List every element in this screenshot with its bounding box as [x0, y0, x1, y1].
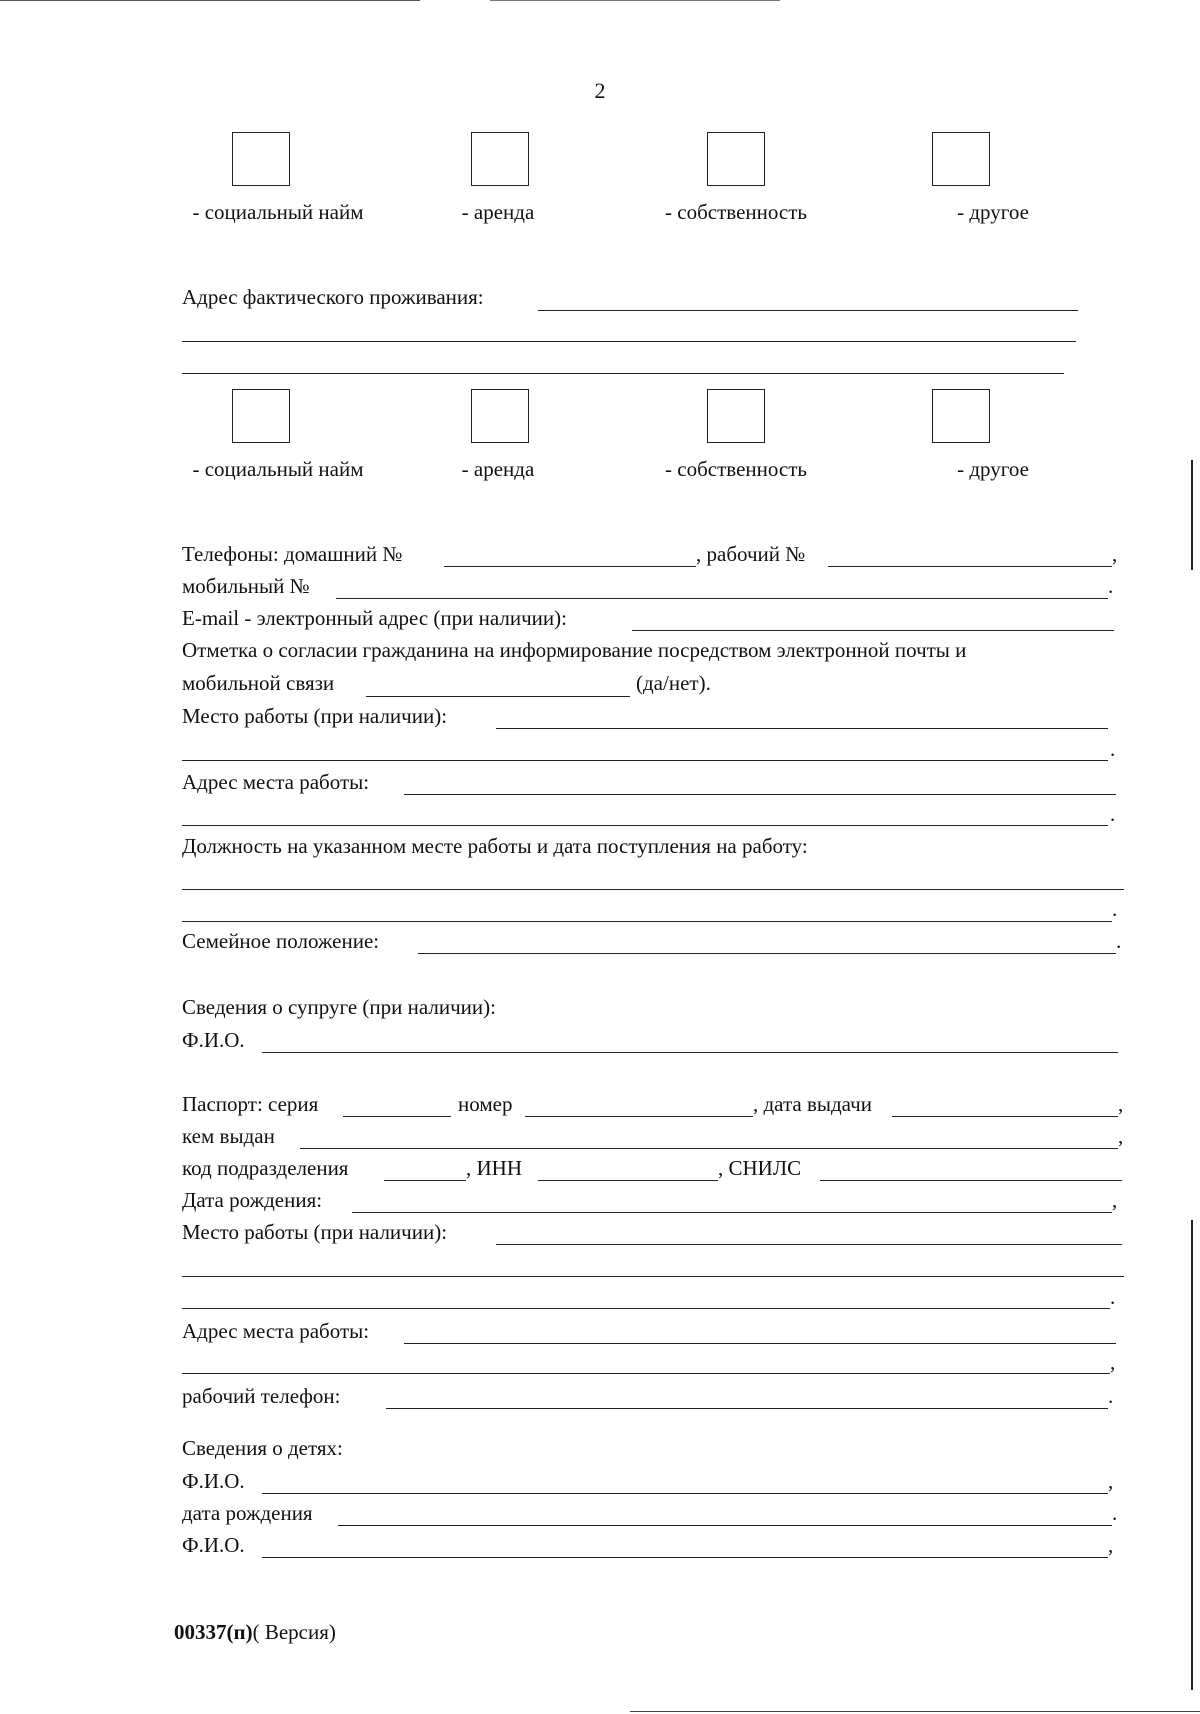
period: .	[1116, 929, 1122, 953]
child-birth-field[interactable]	[338, 1525, 1112, 1526]
scan-edge-top-right	[490, 0, 780, 1]
checkbox-ownership-2[interactable]	[707, 389, 765, 443]
work-address-field[interactable]	[404, 794, 1116, 795]
child-fio-field-2[interactable]	[262, 1557, 1108, 1558]
comma: ,	[1108, 1469, 1114, 1493]
comma: ,	[1118, 1124, 1124, 1148]
workplace-field-line2[interactable]	[182, 760, 1108, 761]
email-label: E-mail - электронный адрес (при наличии):	[182, 606, 567, 630]
snils-field[interactable]	[820, 1180, 1122, 1181]
work-phone-spouse-field[interactable]	[386, 1408, 1108, 1409]
checkbox-rent-2[interactable]	[471, 389, 529, 443]
issue-date-label: , дата выдачи	[753, 1092, 872, 1116]
option-label-ownership-2: - собственность	[665, 457, 807, 481]
comma: ,	[1112, 1188, 1118, 1212]
period: .	[1112, 897, 1118, 921]
home-phone-field[interactable]	[444, 566, 696, 567]
scan-edge-right-lower	[1191, 1220, 1193, 1690]
issued-by-label: кем выдан	[182, 1124, 275, 1148]
dept-code-field[interactable]	[384, 1180, 466, 1181]
child-birth-label: дата рождения	[182, 1501, 313, 1525]
work-phone-label: , рабочий №	[696, 542, 806, 566]
birth-date-field[interactable]	[352, 1212, 1112, 1213]
checkbox-rent-1[interactable]	[471, 132, 529, 186]
period: .	[1110, 737, 1116, 761]
checkbox-social-rent-1[interactable]	[232, 132, 290, 186]
workplace-label: Место работы (при наличии):	[182, 704, 448, 728]
comma: ,	[1110, 1350, 1116, 1374]
spouse-workplace-label: Место работы (при наличии):	[182, 1220, 448, 1244]
work-address-field-line2[interactable]	[182, 825, 1108, 826]
child-fio-label: Ф.И.О.	[182, 1469, 245, 1493]
spouse-work-address-label: Адрес места работы:	[182, 1319, 370, 1343]
period: .	[1108, 574, 1114, 598]
checkbox-other-2[interactable]	[932, 389, 990, 443]
birth-date-label: Дата рождения:	[182, 1188, 323, 1212]
option-label-social-rent-2: - социальный найм	[192, 457, 364, 481]
spouse-header: Сведения о супруге (при наличии):	[182, 995, 496, 1019]
workplace-field[interactable]	[496, 728, 1108, 729]
scan-edge-top	[0, 0, 420, 1]
form-footer	[174, 1620, 336, 1645]
scan-edge-right	[1191, 460, 1193, 570]
consent-label: Отметка о согласии гражданина на информирование посредством электронной почты и	[182, 638, 967, 662]
position-field[interactable]	[182, 889, 1124, 890]
work-phone-spouse-label: рабочий телефон:	[182, 1384, 341, 1408]
checkbox-social-rent-2[interactable]	[232, 389, 290, 443]
actual-address-label: Адрес фактического проживания:	[182, 285, 484, 309]
email-field[interactable]	[632, 630, 1114, 631]
mobile-label: мобильный №	[182, 574, 310, 598]
period: .	[1108, 1384, 1114, 1408]
page-number: 2	[594, 78, 606, 103]
actual-address-field[interactable]	[538, 310, 1078, 311]
period: .	[1110, 1285, 1116, 1309]
spouse-workplace-field[interactable]	[496, 1244, 1122, 1245]
issued-by-field[interactable]	[300, 1148, 1118, 1149]
spouse-workplace-field-line2[interactable]	[182, 1276, 1124, 1277]
passport-number-label: номер	[458, 1092, 513, 1116]
issue-date-field[interactable]	[892, 1116, 1118, 1117]
children-header: Сведения о детях:	[182, 1436, 343, 1460]
consent-yes-no-label: (да/нет).	[636, 671, 711, 695]
consent-label-line2: мобильной связи	[182, 671, 335, 695]
child-fio-label-2: Ф.И.О.	[182, 1533, 245, 1557]
snils-label: , СНИЛС	[718, 1156, 802, 1180]
form-code: 00337(п)	[174, 1620, 253, 1644]
work-phone-field[interactable]	[828, 566, 1112, 567]
position-field-line2[interactable]	[182, 921, 1112, 922]
home-phone-label: Телефоны: домашний №	[182, 542, 403, 566]
child-fio-field[interactable]	[262, 1493, 1108, 1494]
option-label-rent: - аренда	[461, 200, 535, 224]
spouse-workplace-field-line3[interactable]	[182, 1308, 1110, 1309]
dept-code-label: код подразделения	[182, 1156, 349, 1180]
period: .	[1110, 802, 1116, 826]
passport-series-label: Паспорт: серия	[182, 1092, 319, 1116]
period: .	[1112, 1501, 1118, 1525]
checkbox-other-1[interactable]	[932, 132, 990, 186]
marital-status-label: Семейное положение:	[182, 929, 380, 953]
spouse-work-address-field[interactable]	[404, 1343, 1116, 1344]
passport-number-field[interactable]	[525, 1116, 753, 1117]
actual-address-field-line3[interactable]	[182, 373, 1064, 374]
spouse-work-address-field-line2[interactable]	[182, 1373, 1110, 1374]
consent-field[interactable]	[366, 696, 630, 697]
checkbox-ownership-1[interactable]	[707, 132, 765, 186]
inn-field[interactable]	[538, 1180, 718, 1181]
comma: ,	[1118, 1092, 1124, 1116]
form-version: ( Версия)	[252, 1620, 336, 1644]
position-label: Должность на указанном месте работы и дата поступления на работу:	[182, 834, 808, 858]
scan-edge-bottom	[630, 1711, 1200, 1712]
mobile-field[interactable]	[336, 598, 1108, 599]
marital-status-field[interactable]	[418, 953, 1116, 954]
actual-address-field-line2[interactable]	[182, 341, 1076, 342]
work-address-label: Адрес места работы:	[182, 770, 370, 794]
option-label-other: - другое	[957, 200, 1029, 224]
passport-series-field[interactable]	[343, 1116, 451, 1117]
option-label-other-2: - другое	[957, 457, 1029, 481]
comma: ,	[1112, 542, 1118, 566]
spouse-fio-label: Ф.И.О.	[182, 1028, 245, 1052]
comma: ,	[1108, 1533, 1114, 1557]
option-label-social-rent: - социальный найм	[192, 200, 364, 224]
spouse-fio-field[interactable]	[262, 1052, 1118, 1053]
option-label-rent-2: - аренда	[461, 457, 535, 481]
option-label-ownership: - собственность	[665, 200, 807, 224]
inn-label: , ИНН	[466, 1156, 522, 1180]
